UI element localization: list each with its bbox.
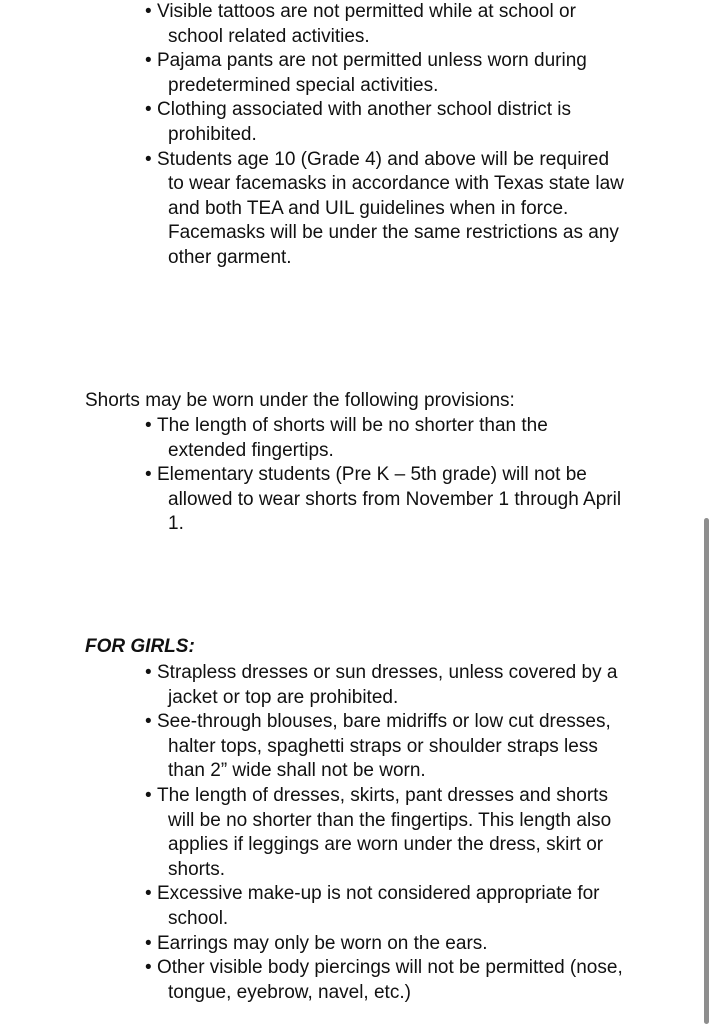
list-item-text: Other visible body piercings will not be permitted (nose, tongue, eyebrow, navel, etc.)	[157, 957, 623, 1003]
list-item-text: Earrings may only be worn on the ears.	[157, 932, 488, 954]
list-item-text: Strapless dresses or sun dresses, unless covered by a jacket or top are prohibited.	[157, 662, 618, 708]
shorts-section	[0, 414, 715, 537]
list-item-elementary-shorts	[145, 463, 628, 537]
list-item-shorts-length	[145, 414, 628, 463]
list-item-pajama-pants	[145, 49, 628, 98]
bullet-icon: •	[145, 957, 152, 979]
bullet-icon: •	[145, 464, 152, 486]
general-rules-list	[0, 0, 715, 271]
list-item-text: Students age 10 (Grade 4) and above will be required to wear facemasks in accordance with Texas state law and both TEA and UIL guidelines when in force. Facemasks will be under the same restrictions as any other garment.	[157, 148, 624, 268]
list-item-text: Elementary students (Pre K – 5th grade) will not be allowed to wear shorts from November 1 through April 1.	[157, 464, 622, 535]
list-item-body-piercings	[145, 956, 628, 1005]
vertical-scrollbar[interactable]	[704, 518, 709, 1024]
list-item-strapless-dresses	[145, 661, 628, 710]
list-item-text: Visible tattoos are not permitted while at school or school related activities.	[157, 1, 576, 47]
list-item-dress-length	[145, 784, 628, 882]
list-item-other-district-clothing	[145, 98, 628, 147]
bullet-icon: •	[145, 415, 152, 436]
list-item-text: The length of dresses, skirts, pant dresses and shorts will be no shorter than the fingertips. This length also applies if leggings are worn under the dress, skirt or shorts.	[157, 784, 612, 880]
list-item-make-up	[145, 882, 628, 931]
bullet-icon: •	[145, 148, 152, 170]
bullet-icon: •	[145, 1, 152, 22]
girls-section	[0, 661, 715, 1005]
bullet-icon: •	[145, 932, 152, 954]
list-item-facemasks	[145, 148, 628, 271]
dress-code-general-section	[0, 0, 715, 271]
bullet-icon: •	[145, 711, 152, 733]
girls-section-heading: FOR GIRLS:	[85, 636, 195, 657]
shorts-rules-list	[0, 414, 715, 537]
list-item-text: See-through blouses, bare midriffs or low cut dresses, halter tops, spaghetti straps or shoulder straps less than 2” wide shall not be worn.	[157, 711, 611, 782]
bullet-icon: •	[145, 662, 152, 683]
bullet-icon: •	[145, 784, 152, 806]
list-item-text: Excessive make-up is not considered appropriate for school.	[157, 883, 600, 929]
bullet-icon: •	[145, 883, 152, 905]
bullet-icon: •	[145, 50, 152, 72]
shorts-intro-text: Shorts may be worn under the following provisions:	[85, 390, 515, 411]
list-item-earrings	[145, 932, 628, 957]
girls-rules-list	[0, 661, 715, 1005]
list-item-text: Clothing associated with another school district is prohibited.	[157, 99, 571, 145]
list-item-text: The length of shorts will be no shorter than the extended fingertips.	[157, 415, 548, 461]
bullet-icon: •	[145, 99, 152, 121]
list-item-see-through-blouses	[145, 710, 628, 784]
list-item-text: Pajama pants are not permitted unless worn during predetermined special activities.	[157, 50, 587, 96]
list-item-tattoos	[145, 0, 628, 49]
